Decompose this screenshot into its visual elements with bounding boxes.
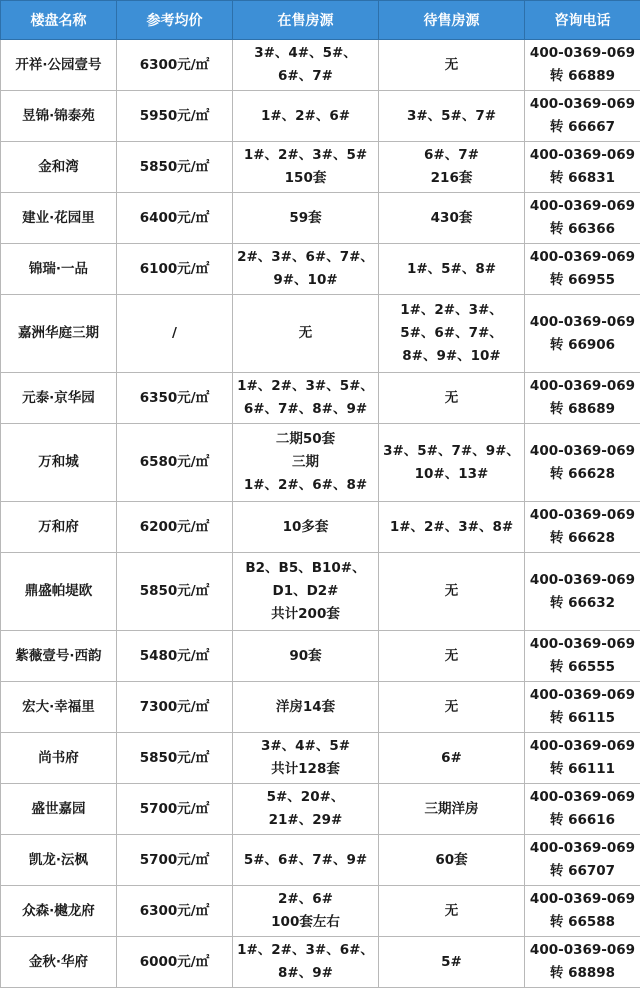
price-cell: / (117, 295, 233, 373)
property-name-cell: 金秋·华府 (1, 937, 117, 988)
property-name-cell: 众森·樾龙府 (1, 886, 117, 937)
phone-cell: 400-0369-069 转 66831 (525, 142, 640, 193)
price-cell: 5950元/㎡ (117, 91, 233, 142)
phone-cell: 400-0369-069 转 66555 (525, 631, 640, 682)
on-sale-cell: B2、B5、B10#、 D1、D2# 共计200套 (233, 553, 379, 631)
phone-cell: 400-0369-069 转 66707 (525, 835, 640, 886)
table-row (1, 193, 640, 244)
phone-cell: 400-0369-069 转 68898 (525, 937, 640, 988)
header-phone: 咨询电话 (525, 1, 640, 40)
property-name-cell: 凯龙·沄枫 (1, 835, 117, 886)
table-row (1, 835, 640, 886)
table-row (1, 553, 640, 631)
phone-cell: 400-0369-069 转 66906 (525, 295, 640, 373)
price-cell: 5700元/㎡ (117, 835, 233, 886)
pending-cell: 1#、2#、3#、 5#、6#、7#、 8#、9#、10# (379, 295, 525, 373)
table-row (1, 373, 640, 424)
property-name-cell: 万和城 (1, 424, 117, 502)
table-row (1, 295, 640, 373)
property-name-cell: 锦瑞·一品 (1, 244, 117, 295)
price-cell: 6300元/㎡ (117, 886, 233, 937)
pending-cell: 5# (379, 937, 525, 988)
phone-cell: 400-0369-069 转 66632 (525, 553, 640, 631)
table-row (1, 784, 640, 835)
property-name-cell: 紫薇壹号·西韵 (1, 631, 117, 682)
table-row (1, 244, 640, 295)
property-name-cell: 建业·花园里 (1, 193, 117, 244)
pending-cell: 6# (379, 733, 525, 784)
table-row (1, 91, 640, 142)
property-name-cell: 金和湾 (1, 142, 117, 193)
property-name-cell: 万和府 (1, 502, 117, 553)
price-cell: 6400元/㎡ (117, 193, 233, 244)
phone-cell: 400-0369-069 转 66628 (525, 424, 640, 502)
header-price: 参考均价 (117, 1, 233, 40)
on-sale-cell: 1#、2#、6# (233, 91, 379, 142)
pending-cell: 1#、2#、3#、8# (379, 502, 525, 553)
phone-cell: 400-0369-069 转 66366 (525, 193, 640, 244)
pending-cell: 无 (379, 373, 525, 424)
table-row (1, 886, 640, 937)
header-on-sale: 在售房源 (233, 1, 379, 40)
pending-cell: 3#、5#、7# (379, 91, 525, 142)
price-cell: 5850元/㎡ (117, 553, 233, 631)
property-name-cell: 开祥·公园壹号 (1, 40, 117, 91)
header-row (1, 1, 640, 40)
property-name-cell: 昱锦·锦泰苑 (1, 91, 117, 142)
pending-cell: 3#、5#、7#、9#、 10#、13# (379, 424, 525, 502)
phone-cell: 400-0369-069 转 66955 (525, 244, 640, 295)
price-cell: 6350元/㎡ (117, 373, 233, 424)
table-row (1, 937, 640, 988)
price-cell: 5480元/㎡ (117, 631, 233, 682)
phone-cell: 400-0369-069 转 68689 (525, 373, 640, 424)
phone-cell: 400-0369-069 转 66889 (525, 40, 640, 91)
property-name-cell: 宏大·幸福里 (1, 682, 117, 733)
header-name: 楼盘名称 (1, 1, 117, 40)
table-row (1, 631, 640, 682)
price-cell: 6300元/㎡ (117, 40, 233, 91)
property-name-cell: 盛世嘉园 (1, 784, 117, 835)
price-cell: 5700元/㎡ (117, 784, 233, 835)
table-row (1, 40, 640, 91)
price-cell: 7300元/㎡ (117, 682, 233, 733)
phone-cell: 400-0369-069 转 66667 (525, 91, 640, 142)
pending-cell: 无 (379, 631, 525, 682)
phone-cell: 400-0369-069 转 66111 (525, 733, 640, 784)
property-name-cell: 鼎盛帕堤欧 (1, 553, 117, 631)
price-cell: 5850元/㎡ (117, 142, 233, 193)
property-name-cell: 尚书府 (1, 733, 117, 784)
phone-cell: 400-0369-069 转 66616 (525, 784, 640, 835)
price-cell: 6000元/㎡ (117, 937, 233, 988)
on-sale-cell: 59套 (233, 193, 379, 244)
pending-cell: 无 (379, 682, 525, 733)
table-row (1, 142, 640, 193)
on-sale-cell: 1#、2#、3#、6#、 8#、9# (233, 937, 379, 988)
on-sale-cell: 2#、6# 100套左右 (233, 886, 379, 937)
on-sale-cell: 3#、4#、5#、 6#、7# (233, 40, 379, 91)
pending-cell: 1#、5#、8# (379, 244, 525, 295)
phone-cell: 400-0369-069 转 66588 (525, 886, 640, 937)
phone-cell: 400-0369-069 转 66115 (525, 682, 640, 733)
on-sale-cell: 5#、6#、7#、9# (233, 835, 379, 886)
pending-cell: 6#、7# 216套 (379, 142, 525, 193)
on-sale-cell: 无 (233, 295, 379, 373)
phone-cell: 400-0369-069 转 66628 (525, 502, 640, 553)
pending-cell: 三期洋房 (379, 784, 525, 835)
table-row (1, 424, 640, 502)
on-sale-cell: 2#、3#、6#、7#、 9#、10# (233, 244, 379, 295)
price-cell: 6100元/㎡ (117, 244, 233, 295)
property-name-cell: 嘉洲华庭三期 (1, 295, 117, 373)
on-sale-cell: 二期50套 三期 1#、2#、6#、8# (233, 424, 379, 502)
pending-cell: 无 (379, 553, 525, 631)
header-pending: 待售房源 (379, 1, 525, 40)
property-name-cell: 元泰·京华园 (1, 373, 117, 424)
on-sale-cell: 3#、4#、5# 共计128套 (233, 733, 379, 784)
price-cell: 6200元/㎡ (117, 502, 233, 553)
pending-cell: 无 (379, 886, 525, 937)
table-row (1, 682, 640, 733)
table-row (1, 502, 640, 553)
pending-cell: 430套 (379, 193, 525, 244)
on-sale-cell: 1#、2#、3#、5# 150套 (233, 142, 379, 193)
on-sale-cell: 1#、2#、3#、5#、 6#、7#、8#、9# (233, 373, 379, 424)
price-cell: 5850元/㎡ (117, 733, 233, 784)
on-sale-cell: 90套 (233, 631, 379, 682)
on-sale-cell: 5#、20#、 21#、29# (233, 784, 379, 835)
pending-cell: 60套 (379, 835, 525, 886)
on-sale-cell: 洋房14套 (233, 682, 379, 733)
on-sale-cell: 10多套 (233, 502, 379, 553)
price-cell: 6580元/㎡ (117, 424, 233, 502)
table-row (1, 733, 640, 784)
pending-cell: 无 (379, 40, 525, 91)
